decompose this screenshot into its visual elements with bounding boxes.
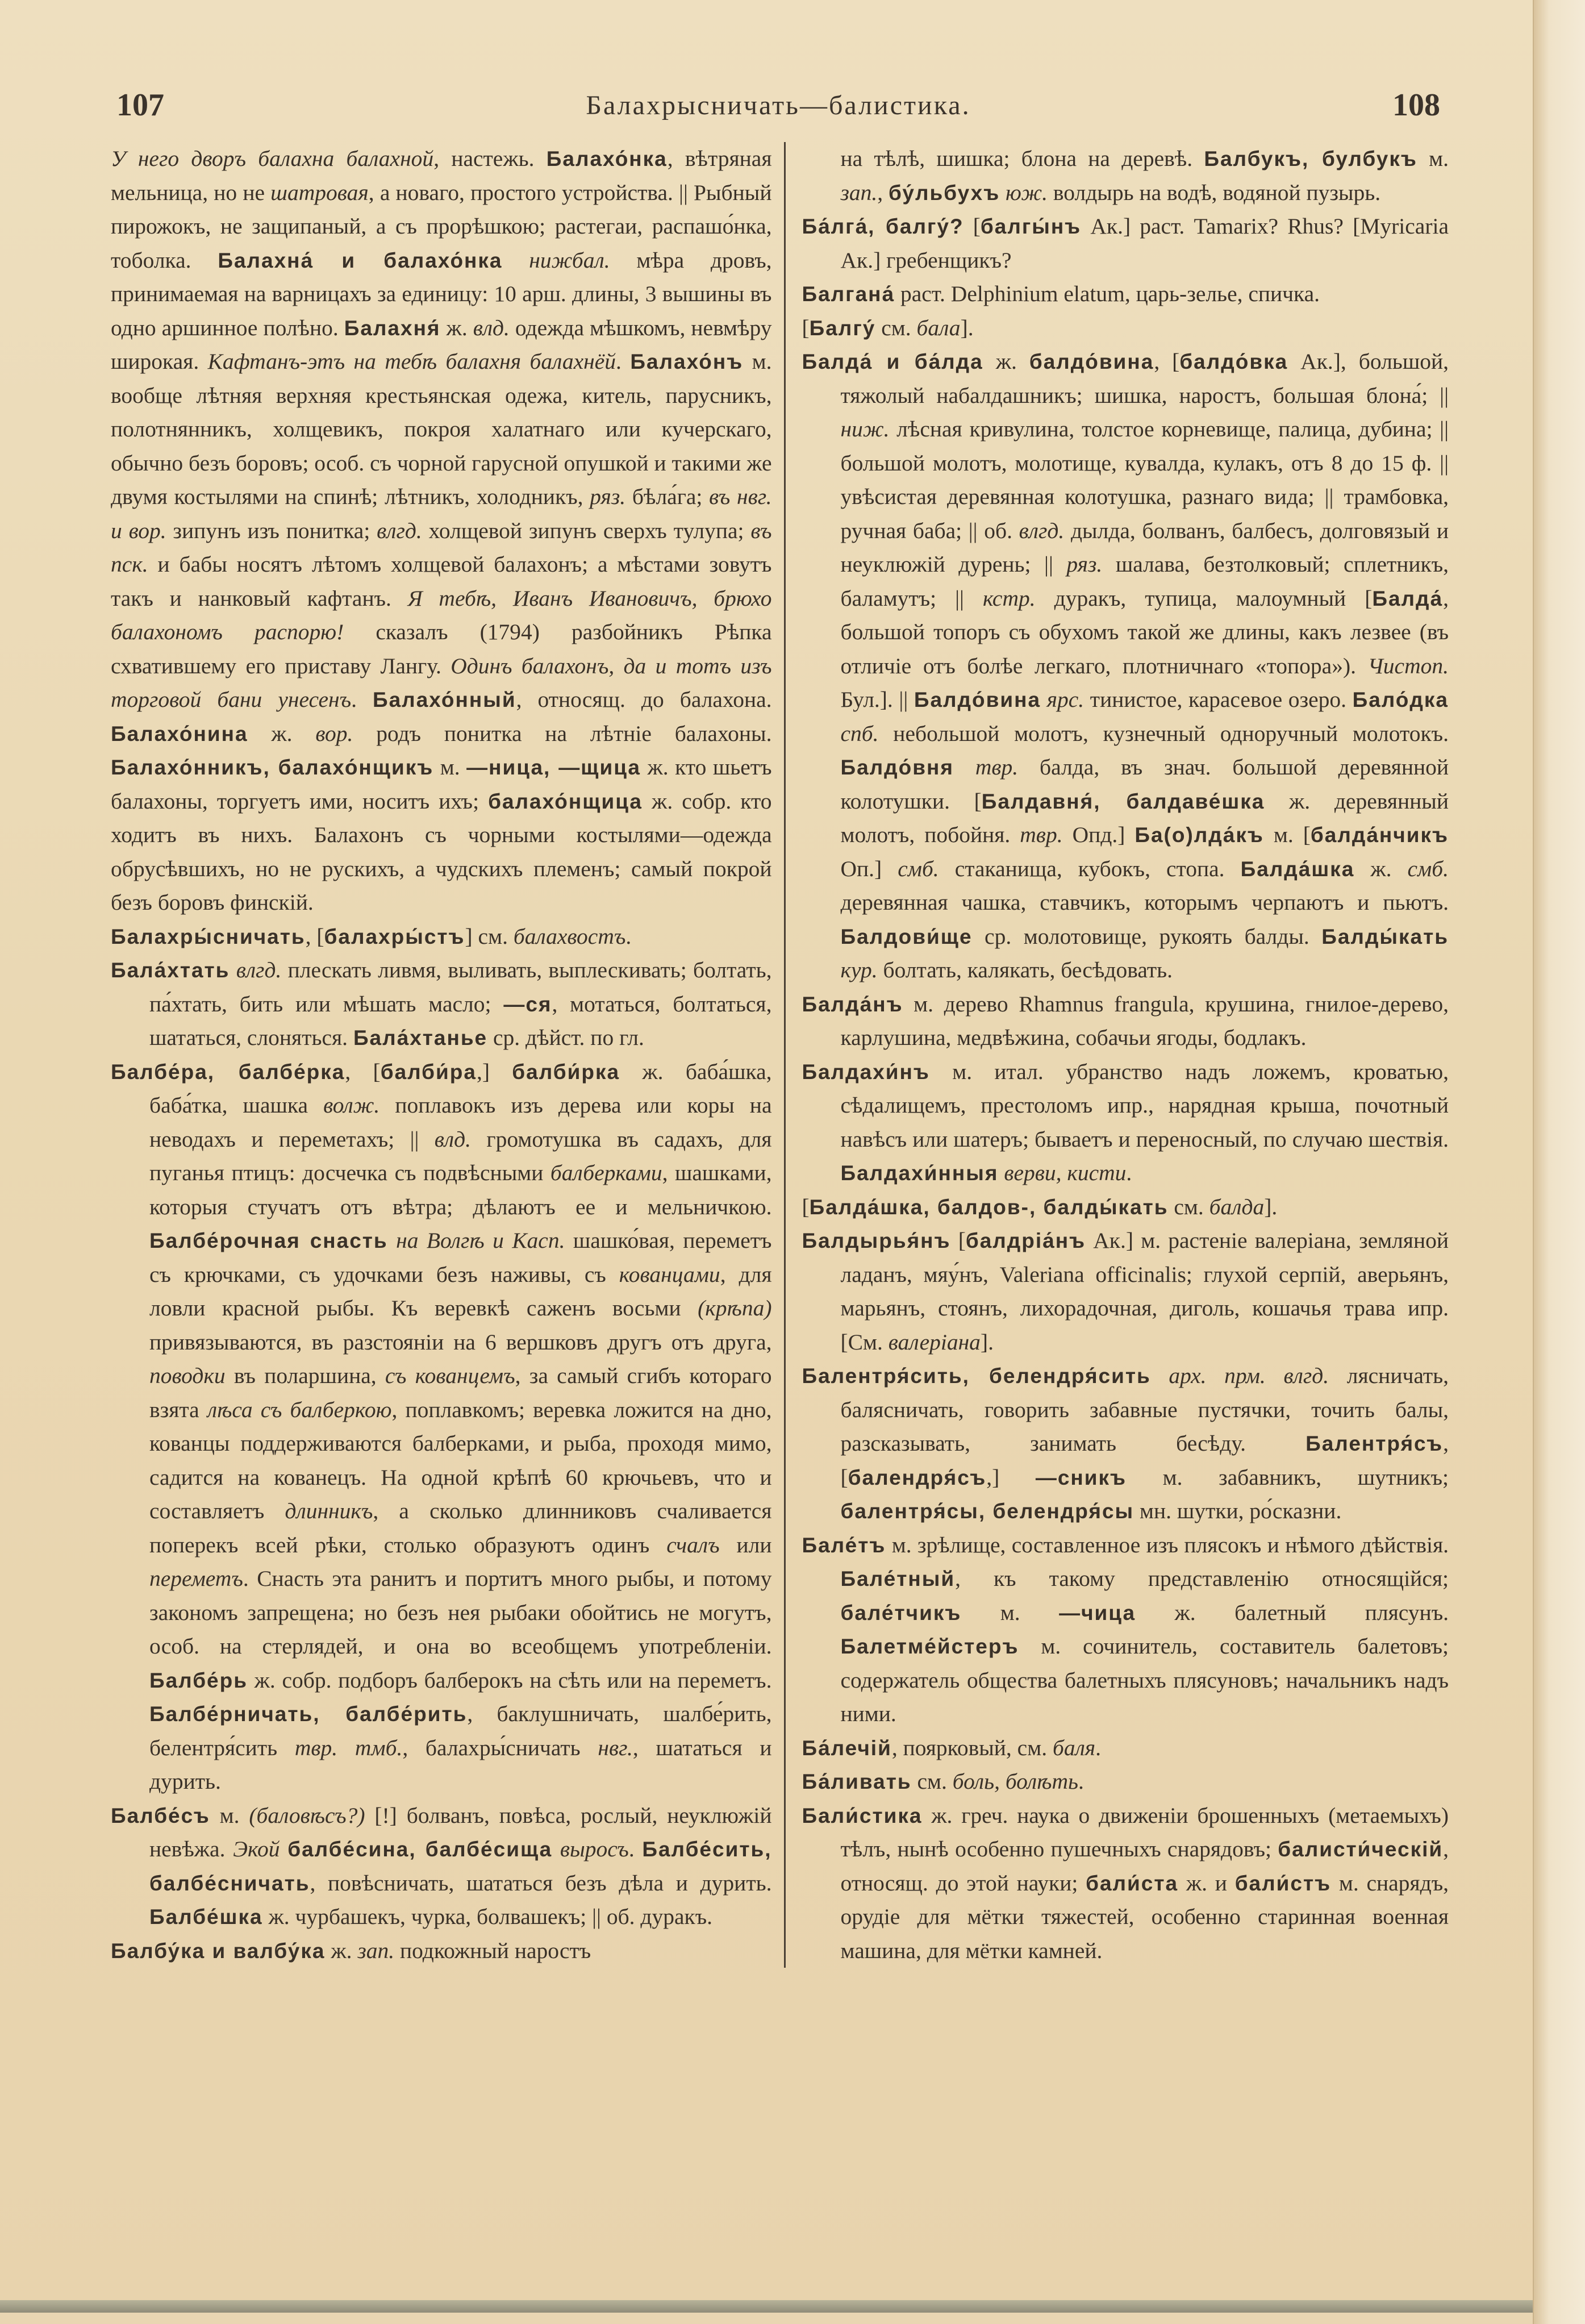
entry-text: , относящ. до балахона. xyxy=(516,687,772,712)
italic-note: счалъ xyxy=(666,1532,720,1557)
italic-note: У него дворъ балахна балахной xyxy=(111,146,434,171)
italic-note: кованцами xyxy=(619,1261,720,1287)
dictionary-entry xyxy=(111,920,771,954)
headword: бале́тчикъ xyxy=(840,1601,962,1625)
dictionary-entry xyxy=(802,1055,1449,1190)
italic-note: переметъ xyxy=(149,1566,243,1591)
entry-text: , [ xyxy=(1154,349,1180,374)
dictionary-entry xyxy=(802,1528,1449,1731)
italic-note: въ нвг. и вор. xyxy=(111,484,772,543)
entry-text: ж. греч. наука о движеніи брошенныхъ (метаемыхъ) тѣлъ, нынѣ особенно пушечныхъ снарядовъ; xyxy=(840,1802,1449,1861)
entry-text: ,] xyxy=(476,1059,512,1084)
entry-text: ж. деревянный молотъ, побойня. xyxy=(840,788,1449,847)
italic-note: влгд. xyxy=(1019,518,1065,543)
headword: Балбе́рочная снасть xyxy=(149,1229,388,1252)
headword: Балахо́нина xyxy=(111,722,248,745)
headword: Балбе́рничать, балбе́рить xyxy=(149,1702,468,1726)
entry-text: мн. шутки, ро́сказни. xyxy=(1134,1498,1342,1523)
italic-note: ряз. xyxy=(1066,552,1103,577)
entry-text: , [ xyxy=(305,923,324,949)
entry-text: подкожный наростъ xyxy=(394,1938,591,1963)
page-fore-edge xyxy=(1533,0,1585,2324)
entry-text: ж. собр. кто ходитъ въ нихъ. Балахонъ съ чорными костылями—одежда обрусѣвшихъ, но не рускихъ, а чудскихъ племенъ; самый покрой безъ боровъ финскій. xyxy=(111,788,772,915)
entry-text: . xyxy=(625,923,632,949)
entry-text: . Снасть эта ранитъ и портитъ много рыбы, и потому закономъ запрещена; но безъ нея рыбаки обойтись не могутъ, особ. на стерлядей, и она во всеобщемъ употребленіи. xyxy=(149,1566,772,1659)
headword: Балетме́йстеръ xyxy=(840,1635,1019,1658)
italic-note: нижбал. xyxy=(502,247,610,273)
dictionary-entry xyxy=(111,953,771,1055)
entry-text: ж. кто шьетъ балахоны, торгуетъ ими, носитъ ихъ; xyxy=(111,755,772,814)
entry-text: ср. дѣйст. по гл. xyxy=(487,1025,644,1050)
headword: балентря́сы, белендря́сы xyxy=(840,1500,1134,1523)
entry-text: , мотаться, болтаться, шататься, слоняться. xyxy=(149,991,772,1050)
headword: балби́рка xyxy=(512,1060,620,1084)
entry-text: зипунъ изъ понитка; xyxy=(166,518,377,543)
entry-text: . xyxy=(628,1836,643,1861)
headword: Балдырья́нъ xyxy=(802,1229,951,1252)
entry-text: ж. xyxy=(325,1938,358,1963)
headword: Балда́ xyxy=(1372,586,1444,610)
headword: Балбе́сить, балбе́сничать xyxy=(149,1838,772,1895)
italic-note: зап. xyxy=(357,1938,395,1963)
entry-text: , къ такому представленію относящійся; xyxy=(955,1566,1449,1591)
italic-note: бала xyxy=(916,315,961,340)
entry-text: Бул.]. || xyxy=(840,687,914,712)
entry-text: . xyxy=(1078,1769,1084,1794)
dictionary-entry xyxy=(802,1731,1449,1765)
headword: бу́льбухъ xyxy=(889,181,1000,205)
headword: балда́нчикъ xyxy=(1310,823,1449,847)
dictionary-entry xyxy=(802,142,1449,210)
entry-text: ж. собр. подборъ балберокъ на сѣть или на переметъ. xyxy=(247,1667,772,1693)
headword: Балбе́рь xyxy=(149,1668,248,1692)
headword: Балбе́съ xyxy=(111,1804,210,1827)
italic-note: Я тебѣ, Иванъ Ивановичъ, брюхо балахономъ распорю! xyxy=(111,585,772,644)
headword: Балбе́шка xyxy=(149,1905,263,1929)
italic-note: Одинъ балахонъ, да и тотъ изъ торговой бани унесенъ xyxy=(111,653,772,712)
italic-note: Кафтанъ-этъ на тебѣ балахня балахнёй xyxy=(207,349,616,374)
dictionary-entry xyxy=(802,345,1449,988)
entry-text: м. вообще лѣтняя верхняя крестьянская одежа, китель, парусникъ, полотнянникъ, холщевикъ, покроя халатнаго или кучерскаго, обычно безъ боровъ; особ. съ чорной гарусной опушкой и такими же двумя костылями на спинѣ; лѣтникъ, холодникъ, xyxy=(111,349,772,509)
headword: Балгу́ xyxy=(809,316,876,340)
entry-text: , за самый сгибъ котораго взята xyxy=(149,1363,772,1422)
dictionary-entry xyxy=(802,1190,1449,1225)
italic-note: въ пск. xyxy=(111,518,772,577)
headword: —сникъ xyxy=(1035,1465,1127,1489)
entry-text: ]. xyxy=(960,315,974,340)
headword: Балдо́вня xyxy=(840,756,954,779)
italic-note: балахвостъ xyxy=(513,923,626,949)
entry-text: , большой топоръ съ обухомъ такой же длины, какъ лезвее (въ отличіе отъ болѣе легкаго, плотничнаго «топора»). xyxy=(840,585,1449,678)
entry-text: лѣсная кривулина, толстое корневище, палица, дубина; || большой молотъ, молотище, кувалда, кулакъ, отъ 8 до 15 ф. || увѣсистая деревянная колотушка, разнаго вида; || трамбовка, ручная баба; || об. xyxy=(840,417,1449,543)
entry-text: , а сколько длинниковъ счаливается поперекъ всей рѣки, столько образуютъ одинъ xyxy=(149,1498,772,1557)
italic-note: вор. xyxy=(315,720,353,746)
entry-text: , поплавкомъ; веревка ложится на дно, кованцы поддерживаются балберками, и рыба, проходя мимо, садится на кованецъ. На одной крѣпѣ 60 крючьевъ, что и составляетъ xyxy=(149,1397,772,1523)
headword: балби́ра xyxy=(380,1060,477,1084)
entry-text: привязываются, въ разстояніи на 6 вершковъ другъ отъ друга, xyxy=(149,1329,772,1355)
headword: бали́стъ xyxy=(1234,1871,1332,1895)
headword: Балда́ и ба́лда xyxy=(802,350,983,373)
italic-note: боль, болѣть xyxy=(952,1769,1079,1794)
headword: Балда́шка, балдов-, балды́кать xyxy=(809,1195,1169,1219)
entry-text: , балахры́сничать xyxy=(402,1735,598,1760)
entry-text: м. xyxy=(961,1600,1060,1625)
headword: Бала́хтанье xyxy=(353,1026,488,1049)
italic-note: (баловѣсъ?) xyxy=(249,1802,365,1828)
headword: Балбукъ, булбукъ xyxy=(1204,147,1417,170)
headword: балгы́нъ xyxy=(980,215,1082,238)
headword: Балдахи́нныя xyxy=(840,1161,999,1185)
entry-text: одежда мѣшкомъ, невмѣру широкая. xyxy=(111,315,772,374)
entry-text: [ xyxy=(963,214,981,239)
headword: Балахо́нникъ, балахо́нщикъ xyxy=(111,756,434,779)
entry-text: родъ понитка на лѣтніе балахоны. xyxy=(353,720,772,746)
headword: бали́ста xyxy=(1086,1871,1179,1895)
italic-note: ряз. xyxy=(590,484,626,509)
entry-text: ]. xyxy=(980,1329,994,1355)
entry-text: . xyxy=(1126,1160,1132,1185)
entry-text: ж. и xyxy=(1178,1870,1235,1896)
entry-text: , xyxy=(877,180,889,205)
entry-text: м. забавникъ, шутникъ; xyxy=(1127,1464,1449,1490)
entry-text: [ xyxy=(802,315,810,340)
entry-text: , настежь. xyxy=(433,146,547,171)
headword: —чица xyxy=(1059,1601,1136,1625)
entry-text: ж. xyxy=(983,349,1029,374)
entry-text: ж. чурбашекъ, чурка, болвашекъ; || об. дуракъ. xyxy=(262,1904,713,1929)
entry-text: ср. молотовище, рукоять балды. xyxy=(972,923,1322,949)
entry-text: , для ловли красной рыбы. Къ веревкѣ саженъ восьми xyxy=(149,1261,772,1321)
entry-text: ]. xyxy=(1264,1194,1278,1219)
entry-text: см. xyxy=(911,1769,953,1794)
headword: Балда́шка xyxy=(1240,857,1355,881)
entry-text: . xyxy=(351,687,373,712)
headword: Балахна́ и балахо́нка xyxy=(218,248,503,272)
entry-text: стаканища, кубокъ, стопа. xyxy=(939,856,1241,881)
entry-text: м. [ xyxy=(1263,822,1311,847)
entry-text: м. xyxy=(433,755,467,780)
italic-note: ниж. xyxy=(840,417,890,442)
dictionary-entry xyxy=(111,142,771,920)
italic-note: лѣса съ балберкою xyxy=(207,1397,392,1422)
entry-text: на тѣлѣ, шишка; блона на деревѣ. xyxy=(840,146,1204,171)
entry-text: , поярковый, см. xyxy=(891,1735,1053,1760)
entry-text: ж. балетный плясунъ. xyxy=(1136,1600,1449,1625)
italic-note: нвг. xyxy=(598,1735,633,1760)
page-number-left: 107 xyxy=(116,88,164,123)
headword: Балдавня́, балдаве́шка xyxy=(981,789,1265,813)
italic-note: твр. xyxy=(953,755,1019,780)
italic-note: влд. xyxy=(434,1126,472,1152)
entry-text: , [ xyxy=(345,1059,381,1084)
entry-text: плескать ливмя, выливать, выплескивать; болтать, па́хтать, бить или мѣшать масло; xyxy=(149,957,772,1017)
entry-text: ж. xyxy=(248,720,316,746)
italic-note: верви, кисти xyxy=(998,1160,1127,1185)
italic-note: выросъ xyxy=(552,1836,629,1861)
entry-text: поплавокъ изъ дерева или коры на неводахъ и переметахъ; || xyxy=(149,1093,772,1152)
entry-text: ,] xyxy=(986,1464,1036,1490)
headword: Ба́лечій xyxy=(802,1736,892,1760)
headword: Балгана́ xyxy=(802,282,895,306)
headword: Балентря́сить, белендря́сить xyxy=(802,1364,1151,1388)
entry-text: небольшой молотъ, кузнечный одноручный молотокъ. xyxy=(878,720,1449,746)
entry-text: м. зрѣлище, составленное изъ плясокъ и нѣмого дѣйствія. xyxy=(886,1532,1449,1557)
headword: Балдови́ще xyxy=(840,924,973,948)
headword: Балахры́сничать xyxy=(111,924,306,948)
dictionary-entry xyxy=(802,277,1449,311)
italic-note: кур. xyxy=(840,957,878,982)
entry-text: , [ xyxy=(840,1431,1449,1490)
headword: Бале́тный xyxy=(840,1567,956,1590)
italic-note: смб. xyxy=(1407,856,1449,881)
entry-text: дылда, болванъ, балбесъ, долговязый и неуклюжій дурень; || xyxy=(840,518,1449,577)
italic-note: волж. xyxy=(323,1093,380,1118)
headword: Ба́лга́, балгу́? xyxy=(802,215,964,238)
entry-text: ж. xyxy=(1354,856,1408,881)
entry-text: , вѣтряная мельница, но не xyxy=(111,146,772,205)
italic-note: на Волгѣ и Касп. xyxy=(387,1228,565,1253)
entry-text: , шашками, которыя стучатъ отъ вѣтра; дѣлаютъ ее и мельничкою. xyxy=(149,1160,772,1219)
headword: балисти́ческій xyxy=(1278,1838,1444,1861)
entry-text: болтать, калякать, бесѣдовать. xyxy=(877,957,1173,982)
entry-text: , баклушничать, шалбе́рить, белентря́сить xyxy=(149,1701,772,1760)
left-column xyxy=(111,142,784,1968)
headword: Ба́ливать xyxy=(802,1770,912,1793)
entry-text: сказалъ (1794) разбойникъ Рѣпка схватившему его приставу Лангу. xyxy=(111,619,772,678)
headword: Балахо́нный xyxy=(373,688,516,711)
italic-note: влд. xyxy=(473,315,510,340)
entry-text: . xyxy=(1095,1735,1102,1760)
headword: балбе́сина, балбе́сища xyxy=(287,1838,553,1861)
headword: балахо́нщица xyxy=(488,789,643,813)
italic-note: поводки xyxy=(149,1363,226,1388)
dictionary-entry xyxy=(802,1799,1449,1968)
headword: Балды́кать xyxy=(1321,924,1449,948)
entry-text: или xyxy=(719,1532,772,1557)
italic-note: смб. xyxy=(898,856,939,881)
headword: балдріа́нъ xyxy=(965,1229,1086,1252)
entry-text: шалава, безтолковый; сплетникъ, баламутъ; || xyxy=(840,552,1449,611)
entry-text: , шататься и дурить. xyxy=(149,1735,772,1794)
italic-note: баля xyxy=(1052,1735,1096,1760)
italic-note: зап. xyxy=(840,180,878,205)
entry-text: м. xyxy=(210,1802,249,1828)
italic-note: балберками xyxy=(550,1160,662,1185)
headword: Балентря́съ xyxy=(1305,1432,1444,1455)
italic-note: балда xyxy=(1209,1194,1265,1219)
dictionary-entry xyxy=(111,1799,771,1934)
entry-text: см. xyxy=(1168,1194,1209,1219)
entry-text: [ xyxy=(950,1228,966,1253)
entry-text: , относящ. до этой науки; xyxy=(840,1836,1449,1896)
italic-note: спб. xyxy=(840,720,879,746)
italic-note: арх. прм. влгд. xyxy=(1150,1363,1329,1388)
entry-text: см. xyxy=(875,315,917,340)
italic-note: длинникъ xyxy=(285,1498,373,1523)
entry-text: громотушка въ садахъ, для пуганья птицъ: досчечка съ подвѣсными xyxy=(149,1126,772,1185)
entry-text: лясничать, балясничать, говорить забавные пустячки, точить балы, разсказывать, занимать бесѣду. xyxy=(840,1363,1449,1456)
entry-text: раст. Delphinium elatum, царь-зелье, спичка. xyxy=(895,281,1320,306)
entry-text: бѣла́га; xyxy=(625,484,710,509)
running-title: Балахрысничать—балистика. xyxy=(586,90,971,120)
right-column xyxy=(784,142,1449,1968)
headword: балахры́стъ xyxy=(324,924,465,948)
headword: Балбе́ра, балбе́рка xyxy=(111,1060,345,1084)
italic-note: влгд. xyxy=(230,957,282,982)
headword: Балда́нъ xyxy=(802,992,903,1016)
entry-text: балда, въ знач. большой деревянной колотушки. [ xyxy=(840,755,1449,814)
entry-text: м. xyxy=(1417,146,1449,171)
italic-note: влгд. xyxy=(377,518,422,543)
headword: Балбу́ка и валбу́ка xyxy=(111,1939,326,1963)
dictionary-entry xyxy=(111,1934,771,1968)
entry-text: м. итал. убранство надъ ложемъ, кроватью, сѣдалищемъ, престоломъ ипр., нарядная крыша, почотный навѣсъ или шатеръ; бываетъ и переносный, по случаю шествія. xyxy=(840,1059,1449,1152)
dictionary-entry xyxy=(802,988,1449,1055)
headword: —ница, —щица xyxy=(466,756,641,779)
entry-text: Ак.], большой, тяжолый набалдашникъ; шишка, наростъ, большая блона́; || xyxy=(840,349,1449,408)
italic-note: валеріана xyxy=(888,1329,981,1355)
entry-text: м. сочинитель, составитель балетовъ; содержатель общества балетныхъ плясуновъ; начальникъ надъ ними. xyxy=(840,1634,1449,1726)
entry-text: ] см. xyxy=(465,923,514,949)
entry-text: дуракъ, тупица, малоумный [ xyxy=(1035,585,1373,611)
running-head xyxy=(116,85,1440,125)
entry-text: ж. баба́шка, баба́тка, шашка xyxy=(149,1059,772,1118)
headword: Балдо́вина xyxy=(914,688,1041,711)
two-column-body xyxy=(111,142,1449,1968)
entry-text: , а новаго, простого устройства. || Рыбный пирожокъ, не защипаный, а съ прорѣшкою; растегаи, распашо́нка, тоболка. xyxy=(111,180,772,273)
dictionary-entry xyxy=(802,210,1449,277)
italic-note: кстр. xyxy=(982,585,1036,611)
italic-note: твр. xyxy=(1020,822,1063,847)
entry-text: волдырь на водѣ, водяной пузырь. xyxy=(1048,180,1381,205)
dictionary-entry xyxy=(802,1359,1449,1528)
headword: —ся xyxy=(503,992,552,1016)
entry-text: мѣра дровъ, принимаемая на варницахъ за единицу: 10 арш. длины, 3 вышины въ одно аршинное полѣно. xyxy=(111,247,772,340)
dictionary-entry xyxy=(802,1224,1449,1359)
entry-text: . xyxy=(616,349,631,374)
entry-text: ж. xyxy=(440,315,473,340)
headword: Бали́стика xyxy=(802,1804,923,1827)
page-number-right: 108 xyxy=(1392,88,1440,123)
dictionary-entry xyxy=(802,311,1449,345)
headword: Бала́хтать xyxy=(111,959,230,982)
italic-note: шатровая xyxy=(270,180,369,205)
entry-text xyxy=(280,1836,288,1861)
headword: Балахня́ xyxy=(344,316,441,340)
entry-text: Ак.] м. растеніе валеріана, земляной ладанъ, мяу́нъ, Valeriana officinalis; глухой серпій, аверьянъ, марьянъ, стоянъ, лихорадочная, диголь, кошачья трава ипр. [См. xyxy=(840,1228,1449,1355)
entry-text: Ак.] раст. Tamarix? Rhus? [Myricaria Ак.] гребенщикъ? xyxy=(840,214,1449,273)
italic-note: твр. тмб. xyxy=(294,1735,403,1760)
headword: Балахо́нка xyxy=(546,147,668,170)
italic-note: (крѣпа) xyxy=(698,1296,772,1321)
headword: балдо́вина xyxy=(1029,350,1154,373)
dictionary-entry xyxy=(111,1055,771,1799)
headword: Бало́дка xyxy=(1352,688,1449,711)
italic-note: Экой xyxy=(233,1836,280,1861)
headword: Бале́тъ xyxy=(802,1533,886,1557)
entry-text: тинистое, карасевое озеро. xyxy=(1084,687,1353,712)
italic-note: юж. xyxy=(1000,180,1048,205)
headword: Балахо́нъ xyxy=(630,350,744,373)
entry-text: м. дерево Rhamnus frangula, крушина, гнилое-дерево, карлушина, медвѣжина, собачьи ягоды, бодлакъ. xyxy=(840,991,1449,1050)
italic-note: Чистоп. xyxy=(1367,653,1449,678)
page-bottom-edge xyxy=(0,2300,1534,2313)
entry-text: деревянная чашка, ставчикъ, которымъ черпаютъ и пьютъ. xyxy=(840,890,1449,915)
entry-text: въ поларшина, xyxy=(225,1363,385,1388)
italic-note: съ кованцемъ xyxy=(385,1363,515,1388)
entry-text: [!] болванъ, повѣса, рослый, неуклюжій невѣжа. xyxy=(149,1802,772,1861)
entry-text: , повѣсничать, шататься безъ дѣла и дурить. xyxy=(310,1870,772,1896)
headword: балендря́съ xyxy=(848,1465,987,1489)
dictionary-entry xyxy=(802,1765,1449,1799)
italic-note: ярс. xyxy=(1041,687,1085,712)
entry-text: шашко́вая, переметъ съ крючками, съ удочками безъ наживы, съ xyxy=(149,1228,772,1287)
entry-text: холщевой зипунъ сверхъ тулупа; xyxy=(422,518,751,543)
entry-text: [ xyxy=(802,1194,810,1219)
headword: балдо́вка xyxy=(1179,350,1288,373)
entry-text: м. снарядъ, орудіе для мётки тяжестей, особенно старинная военная машина, для мётки камней. xyxy=(840,1870,1449,1963)
entry-text: и бабы носятъ лѣтомъ холщевой балахонъ; а мѣстами зовутъ такъ и нанковый кафтанъ. xyxy=(111,552,772,611)
entry-text: Оп.] xyxy=(840,856,898,881)
entry-text: Опд.] xyxy=(1062,822,1135,847)
headword: Балдахи́нъ xyxy=(802,1060,930,1084)
headword: Ба(о)лда́къ xyxy=(1134,823,1264,847)
